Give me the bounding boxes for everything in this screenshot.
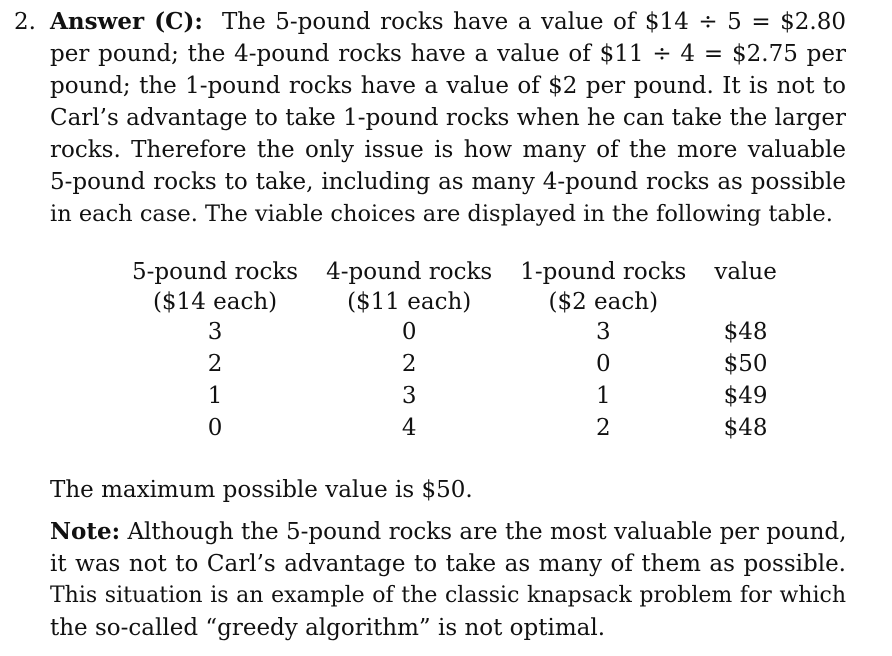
table-row — [118, 316, 791, 348]
table-header: value — [714, 259, 777, 285]
table-cell: 1 — [207, 383, 223, 409]
intro-line: per pound; the 4-pound rocks have a value of $11 ÷ 4 = $2.75 per — [50, 41, 846, 67]
table-cell: 3 — [595, 319, 611, 345]
table-cell: $50 — [723, 351, 768, 377]
table-cell: 3 — [207, 319, 223, 345]
note-line: This situation is an example of the classic knapsack problem for which — [50, 583, 846, 608]
table-row — [118, 412, 791, 444]
table-subheader: ($11 each) — [347, 289, 472, 315]
table-header: 4-pound rocks — [326, 259, 493, 285]
answer-label: Answer (C): — [50, 8, 203, 35]
note-label: Note: — [50, 518, 121, 545]
table-subheader: ($14 each) — [152, 289, 278, 315]
table-cell: $48 — [723, 319, 768, 345]
intro-line: The 5-pound rocks have a value of $14 ÷ 5 = $2.80 — [221, 9, 846, 35]
table-cell: 1 — [595, 383, 611, 409]
table-cell: 0 — [401, 319, 417, 345]
table-cell: $48 — [723, 415, 768, 441]
table-row — [118, 380, 791, 412]
table-cell: 3 — [401, 383, 417, 409]
note-line: Although the 5-pound rocks are the most valuable per pound, — [127, 519, 847, 545]
table-cell: $49 — [723, 383, 768, 409]
table-header: 5-pound rocks — [132, 259, 299, 285]
answer-line-1 — [50, 6, 846, 38]
intro-line: in each case. The viable choices are displayed in the following table. — [50, 201, 833, 227]
table-cell: 0 — [207, 415, 223, 441]
intro-line: 5-pound rocks to take, including as many 4-pound rocks as possible — [50, 169, 846, 195]
table-subheader — [700, 288, 791, 316]
intro-line: pound; the 1-pound rocks have a value of $2 per pound. It is not to — [50, 73, 846, 99]
rocks-table — [118, 256, 791, 444]
note-line: it was not to Carl’s advantage to take as many of them as possible. — [50, 551, 846, 577]
table-header: 1-pound rocks — [520, 259, 687, 285]
table-cell: 2 — [401, 351, 417, 377]
answer-paragraph — [14, 6, 846, 230]
table-cell: 0 — [595, 351, 611, 377]
conclusion-paragraph — [50, 474, 846, 506]
intro-line: rocks. Therefore the only issue is how many of the more valuable — [50, 137, 846, 163]
table-subheader-row — [118, 288, 791, 316]
conclusion-text: The maximum possible value is $50. — [50, 477, 473, 503]
table-cell: 4 — [401, 415, 417, 441]
table-header-row — [118, 256, 791, 288]
note-line: the so-called “greedy algorithm” is not optimal. — [50, 615, 606, 641]
table-cell: 2 — [207, 351, 223, 377]
table-cell: 2 — [595, 415, 611, 441]
intro-line: Carl’s advantage to take 1-pound rocks when he can take the larger — [50, 105, 846, 131]
problem-number: 2. — [14, 9, 36, 35]
table-row — [118, 348, 791, 380]
note-paragraph — [50, 516, 846, 644]
table-subheader: ($2 each) — [548, 289, 659, 315]
note-line-1 — [50, 516, 846, 548]
